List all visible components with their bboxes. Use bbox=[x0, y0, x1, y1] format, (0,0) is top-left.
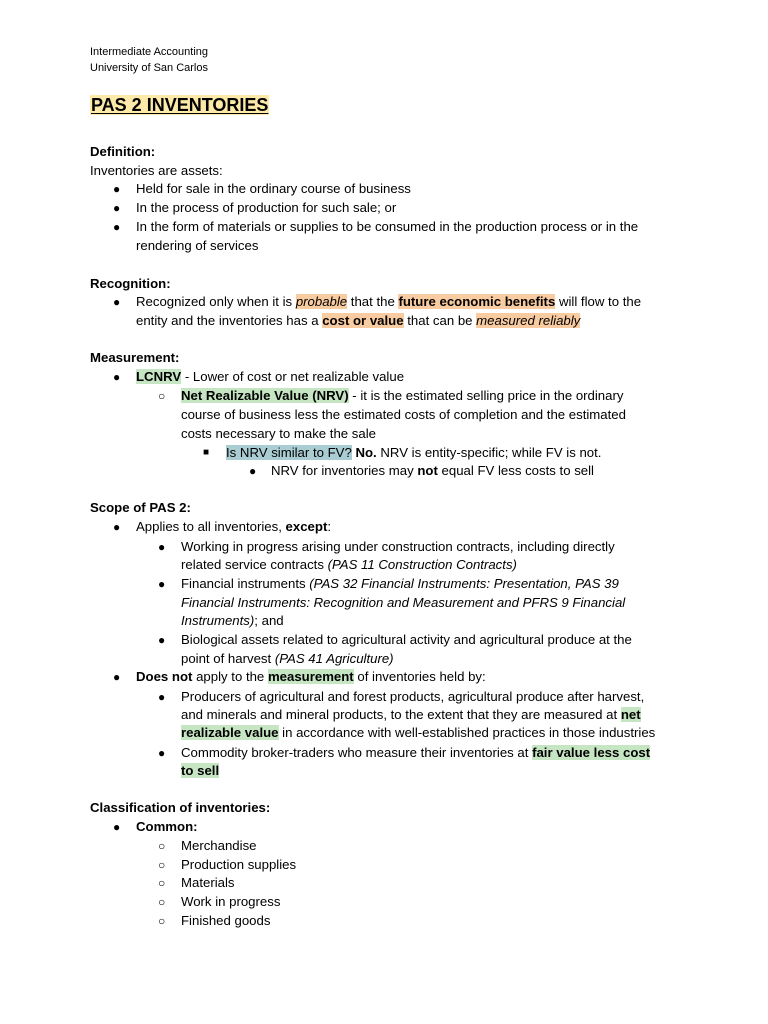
measurement-heading: Measurement: bbox=[90, 350, 180, 365]
bullet-circle: ○ bbox=[158, 839, 166, 853]
bullet-circle: ○ bbox=[158, 389, 166, 403]
bullet-disc: ● bbox=[113, 520, 121, 534]
bullet-circle: ○ bbox=[158, 914, 166, 928]
definition-item: In the form of materials or supplies to be consumed in the production process or in the bbox=[136, 219, 639, 234]
course-name: Intermediate Accounting bbox=[90, 46, 209, 58]
school-name: University of San Carlos bbox=[90, 62, 208, 74]
classification-item: Materials bbox=[181, 875, 235, 890]
scope-heading: Scope of PAS 2: bbox=[90, 500, 191, 515]
bullet-disc: ● bbox=[113, 820, 121, 834]
scope-applies: Applies to all inventories, except: bbox=[136, 519, 332, 534]
bullet-disc: ● bbox=[158, 633, 166, 647]
recognition-line-1: Recognized only when it is probable that the future economic benefits will flow to the bbox=[136, 294, 642, 309]
definition-intro: Inventories are assets: bbox=[90, 163, 223, 178]
bullet-disc: ● bbox=[113, 295, 121, 309]
scope-fi-1: Financial instruments (PAS 32 Financial Instruments: Presentation, PAS 39 bbox=[181, 576, 619, 591]
definition-item: Held for sale in the ordinary course of business bbox=[136, 181, 411, 196]
classification-item: Finished goods bbox=[181, 913, 271, 928]
scope-commodity-2: to sell bbox=[181, 763, 220, 778]
definition-item-cont: rendering of services bbox=[136, 238, 259, 253]
bullet-disc: ● bbox=[249, 464, 257, 478]
bullet-circle: ○ bbox=[158, 858, 166, 872]
nrv-line-2: course of business less the estimated costs of completion and the estimated bbox=[181, 407, 626, 422]
classification-item: Merchandise bbox=[181, 838, 257, 853]
scope-wip-2: related service contracts (PAS 11 Construction Contracts) bbox=[181, 557, 517, 572]
bullet-disc: ● bbox=[158, 746, 166, 760]
bullet-disc: ● bbox=[113, 220, 121, 234]
scope-wip-1: Working in progress arising under construction contracts, including directly bbox=[181, 539, 615, 554]
definition-heading: Definition: bbox=[90, 144, 156, 159]
classification-item: Production supplies bbox=[181, 857, 297, 872]
bullet-disc: ● bbox=[158, 540, 166, 554]
scope-commodity-1: Commodity broker-traders who measure their inventories at fair value less cost bbox=[181, 745, 651, 760]
recognition-heading: Recognition: bbox=[90, 276, 171, 291]
scope-bio-1: Biological assets related to agricultural activity and agricultural produce at the bbox=[181, 632, 632, 647]
bullet-disc: ● bbox=[158, 577, 166, 591]
scope-bio-2: point of harvest (PAS 41 Agriculture) bbox=[181, 651, 394, 666]
bullet-disc: ● bbox=[113, 670, 121, 684]
scope-does-not: Does not apply to the measurement of inventories held by: bbox=[136, 669, 486, 684]
definition-item: In the process of production for such sale; or bbox=[136, 200, 397, 215]
nrv-note: NRV for inventories may not equal FV less costs to sell bbox=[271, 463, 594, 478]
scope-producers-2: and minerals and mineral products, to the extent that they are measured at net bbox=[181, 707, 641, 722]
bullet-disc: ● bbox=[113, 201, 121, 215]
scope-producers-3: realizable value in accordance with well-established practices in those industries bbox=[181, 725, 656, 740]
bullet-square: ■ bbox=[203, 447, 210, 458]
page-title: PAS 2 INVENTORIES bbox=[91, 95, 269, 115]
bullet-disc: ● bbox=[113, 182, 121, 196]
classification-common: Common: bbox=[136, 819, 198, 834]
nrv-question: Is NRV similar to FV? No. NRV is entity-specific; while FV is not. bbox=[226, 445, 602, 460]
classification-item: Work in progress bbox=[181, 894, 281, 909]
lcnrv-line: LCNRV - Lower of cost or net realizable value bbox=[136, 369, 405, 384]
nrv-line-1: Net Realizable Value (NRV) - it is the estimated selling price in the ordinary bbox=[181, 388, 624, 403]
scope-producers-1: Producers of agricultural and forest products, agricultural produce after harvest, bbox=[181, 689, 645, 704]
bullet-disc: ● bbox=[158, 690, 166, 704]
bullet-circle: ○ bbox=[158, 876, 166, 890]
scope-fi-3: Instruments); and bbox=[181, 613, 284, 628]
bullet-disc: ● bbox=[113, 370, 121, 384]
nrv-line-3: costs necessary to make the sale bbox=[181, 426, 376, 441]
recognition-line-2: entity and the inventories has a cost or value that can be measured reliably bbox=[136, 313, 581, 328]
classification-heading: Classification of inventories: bbox=[90, 800, 271, 815]
bullet-circle: ○ bbox=[158, 895, 166, 909]
scope-fi-2: Financial Instruments: Recognition and Measurement and PFRS 9 Financial bbox=[181, 595, 626, 610]
